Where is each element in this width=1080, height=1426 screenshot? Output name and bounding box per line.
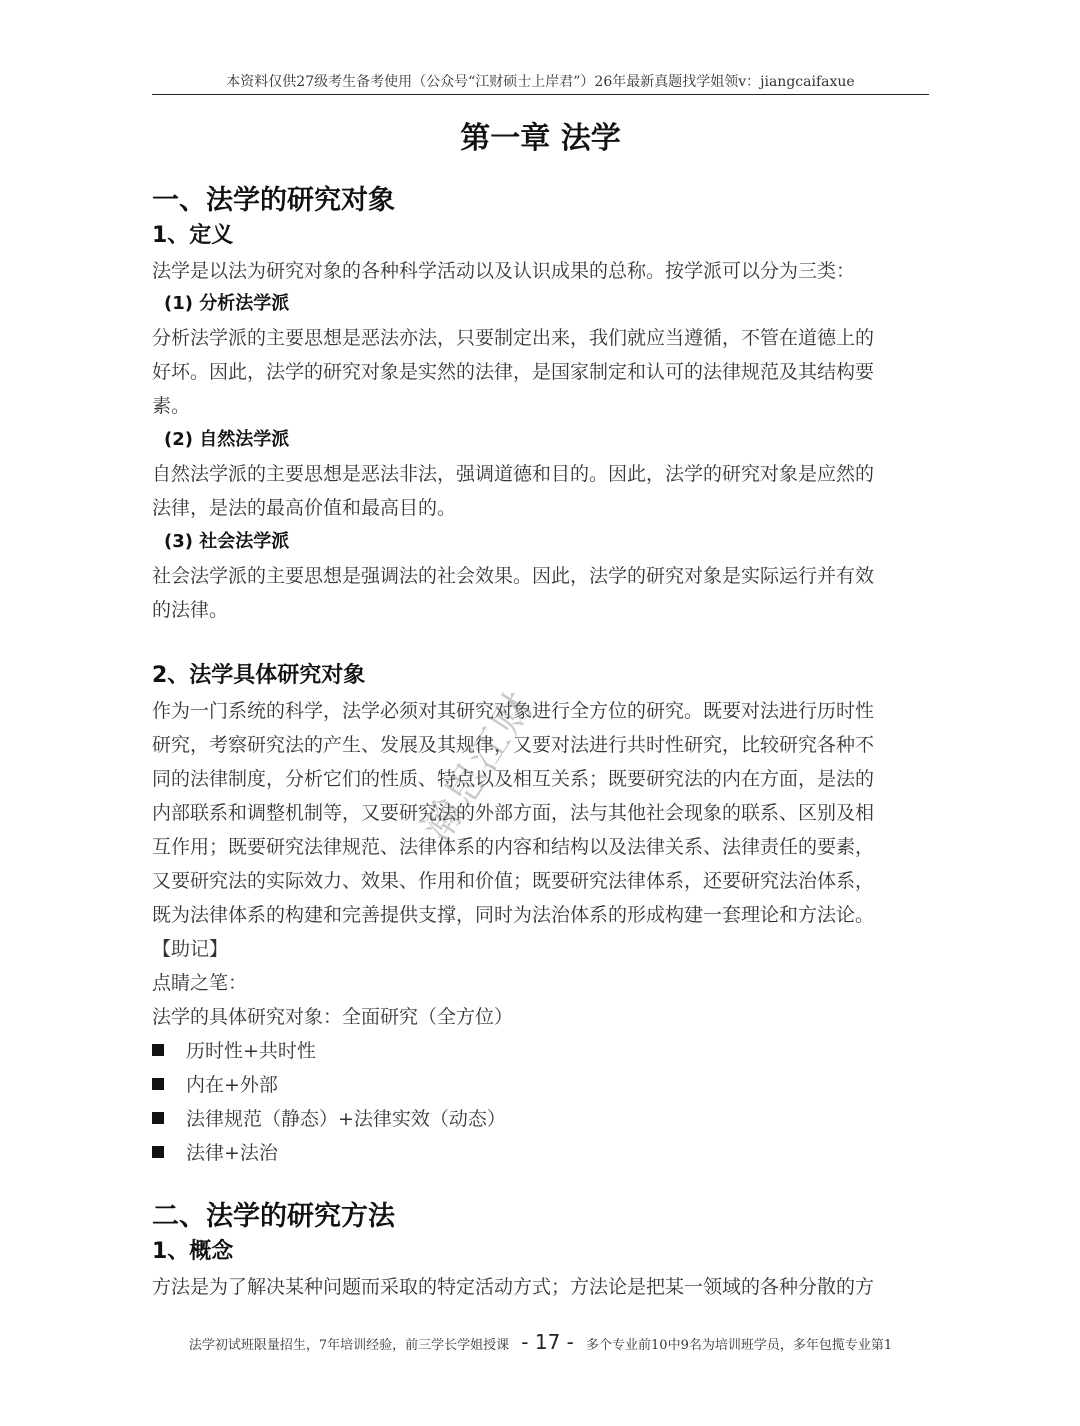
subsection-heading: 1、概念	[152, 1239, 234, 1264]
paragraph-line: 互作用；既要研究法律规范、法律体系的内容和结构以及法律关系、法律责任的要素，	[152, 836, 875, 858]
bullet-item	[152, 1068, 929, 1102]
highlight-label: 点睛之笔：	[152, 972, 248, 994]
header-rule	[152, 94, 929, 95]
subsection-heading: 2、法学具体研究对象	[152, 663, 366, 688]
page-footer	[152, 1328, 929, 1356]
paragraph-line: 既为法律体系的构建和完善提供支撑，同时为法治体系的形成构建一套理论和方法论。	[152, 904, 875, 926]
bullet-item	[152, 1136, 929, 1170]
bullet-square-icon	[152, 1146, 164, 1158]
paragraph-line: 同的法律制度，分析它们的性质、特点以及相互关系；既要研究法的内在方面，是法的	[152, 768, 875, 790]
footer-right-text: 多个专业前10中9名为培训班学员，多年包揽专业第1	[586, 1338, 893, 1353]
bullet-text: 法律规范（静态）+法律实效（动态）	[186, 1108, 506, 1130]
section-heading: 一、法学的研究对象	[152, 185, 395, 216]
paragraph-line: 的法律。	[152, 599, 229, 621]
bullet-text: 内在+外部	[186, 1074, 278, 1096]
bullet-square-icon	[152, 1112, 164, 1124]
paragraph-line: 法律，是法的最高价值和最高目的。	[152, 497, 457, 519]
paragraph-line: 方法是为了解决某种问题而采取的特定活动方式；方法论是把某一领域的各种分散的方	[152, 1276, 875, 1298]
bullet-square-icon	[152, 1078, 164, 1090]
school-heading: (3) 社会法学派	[164, 531, 290, 552]
paragraph-line: 好坏。因此，法学的研究对象是实然的法律，是国家制定和认可的法律规范及其结构要	[152, 361, 875, 383]
mnemonic-label: 【助记】	[152, 938, 229, 960]
section-heading: 二、法学的研究方法	[152, 1201, 395, 1232]
bullet-item	[152, 1102, 929, 1136]
paragraph-line: 分析法学派的主要思想是恶法亦法，只要制定出来，我们就应当遵循，不管在道德上的	[152, 327, 875, 349]
paragraph-line: 素。	[152, 395, 191, 417]
bullet-square-icon	[152, 1044, 164, 1056]
footer-left-text: 法学初试班限量招生，7年培训经验，前三学长学姐授课	[188, 1338, 510, 1353]
paragraph-line: 作为一门系统的科学，法学必须对其研究对象进行全方位的研究。既要对法进行历时性	[152, 700, 875, 722]
page-number: - 17 -	[521, 1330, 574, 1354]
bullet-item	[152, 1034, 929, 1068]
school-heading: (2) 自然法学派	[164, 429, 290, 450]
paragraph-line: 自然法学派的主要思想是恶法非法，强调道德和目的。因此，法学的研究对象是应然的	[152, 463, 875, 485]
paragraph-line: 社会法学派的主要思想是强调法的社会效果。因此，法学的研究对象是实际运行并有效	[152, 565, 875, 587]
subsection-heading: 1、定义	[152, 223, 234, 248]
definition-text: 法学是以法为研究对象的各种科学活动以及认识成果的总称。按学派可以分为三类：	[152, 260, 856, 282]
paragraph-line: 又要研究法的实际效力、效果、作用和价值；既要研究法律体系，还要研究法治体系，	[152, 870, 875, 892]
school-heading: (1) 分析法学派	[164, 293, 290, 314]
bullet-text: 历时性+共时性	[186, 1040, 316, 1062]
page-header: 本资料仅供27级考生备考使用（公众号“江财硕士上岸君”）26年最新真题找学姐领v：jiangcaifaxue	[226, 74, 855, 90]
paragraph-line: 内部联系和调整机制等，又要研究法的外部方面，法与其他社会现象的联系、区别及相	[152, 802, 875, 824]
paragraph-line: 研究，考察研究法的产生、发展及其规律，又要对法进行共时性研究，比较研究各种不	[152, 734, 875, 756]
chapter-title: 第一章 法学	[460, 121, 621, 156]
watermark-text: 瀚思江财	[413, 683, 544, 850]
summary-line: 法学的具体研究对象：全面研究（全方位）	[152, 1006, 514, 1028]
bullet-text: 法律+法治	[186, 1142, 278, 1164]
